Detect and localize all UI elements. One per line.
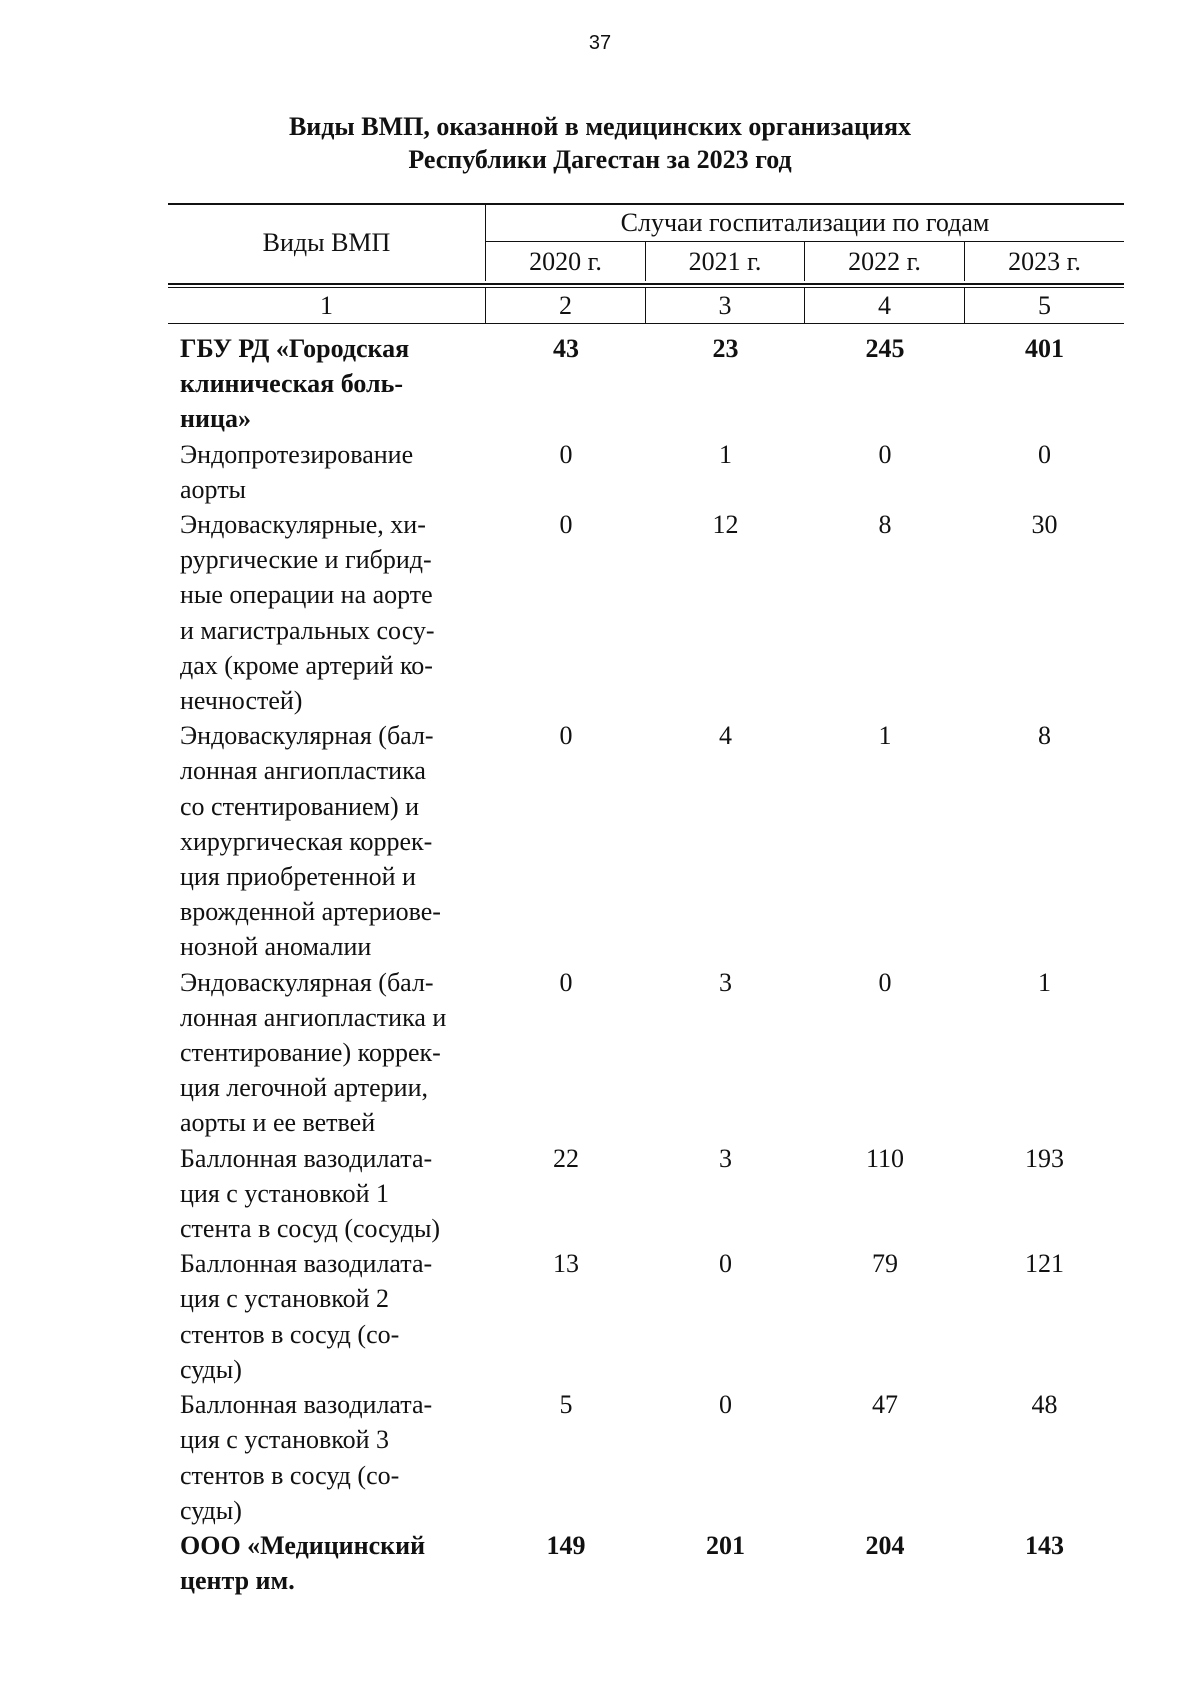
row-value: 0 [1038, 439, 1051, 469]
row-value: 204 [865, 1530, 905, 1560]
row-label-line: ция приобретенной и [180, 862, 416, 892]
row-value: 245 [865, 334, 905, 363]
row-label [168, 1246, 486, 1387]
row-value: 43 [553, 334, 579, 363]
row-value: 12 [712, 510, 739, 540]
table-row [168, 1387, 1124, 1528]
column-number: 4 [805, 288, 965, 323]
row-value: 0 [559, 439, 573, 469]
row-label-line: клиническая боль- [180, 369, 404, 399]
row-value: 0 [559, 721, 573, 751]
row-label [168, 1528, 486, 1598]
row-label-line: ция с установкой 3 [180, 1425, 390, 1455]
row-value: 121 [1025, 1249, 1064, 1279]
row-value: 401 [1025, 334, 1064, 363]
header-year-2021: 2021 г. [646, 242, 805, 281]
column-number: 5 [1038, 290, 1051, 320]
row-label [168, 1387, 486, 1528]
table-body [168, 331, 1124, 1598]
row-label-line: ница» [180, 404, 251, 434]
row-label-line: лонная ангиопластика и [180, 1002, 447, 1032]
row-label [168, 965, 486, 1141]
table-row [168, 1141, 1124, 1247]
row-label-line: Эндопротезирование [180, 439, 414, 469]
row-label-line: стентов в сосуд (со- [180, 1319, 400, 1349]
row-label-line: Баллонная вазодилата- [180, 1390, 433, 1420]
table-row [168, 1246, 1124, 1387]
row-value: 22 [553, 1143, 579, 1173]
row-label-line: и магистральных сосу- [180, 615, 435, 645]
row-label-line: нозной аномалии [180, 932, 372, 962]
row-label-line: нечностей) [180, 686, 303, 716]
table-row [168, 965, 1124, 1141]
column-number: 2 [486, 288, 646, 323]
table-row [168, 1528, 1124, 1598]
row-label-line: суды) [180, 1495, 242, 1525]
row-label-line: ООО «Медицинский [180, 1530, 426, 1560]
row-label-line: стентов в сосуд (со- [180, 1460, 400, 1490]
row-label-line: Баллонная вазодилата- [180, 1249, 433, 1279]
header-year-2022: 2022 г. [805, 242, 965, 281]
row-value: 48 [1031, 1390, 1058, 1420]
table-row [168, 507, 1124, 718]
row-label-line: со стентированием) и [180, 791, 420, 821]
table-row [168, 331, 1124, 437]
row-label [168, 718, 486, 964]
row-value: 0 [559, 510, 573, 540]
row-label-line: аорты и ее ветвей [180, 1108, 376, 1138]
row-value: 0 [559, 967, 573, 997]
row-label-line: стента в сосуд (сосуды) [180, 1214, 441, 1244]
row-label-line: хирургическая коррек- [180, 826, 433, 856]
title-line-1: Виды ВМП, оказанной в медицинских организациях [288, 112, 912, 141]
row-value: 0 [719, 1249, 732, 1279]
row-label-line: стентирование) коррек- [180, 1038, 441, 1068]
row-value: 5 [559, 1390, 573, 1420]
row-value: 4 [719, 721, 732, 751]
row-value: 0 [878, 967, 892, 997]
row-value: 8 [1038, 721, 1051, 751]
row-value: 23 [712, 334, 739, 363]
row-value: 79 [872, 1249, 898, 1279]
header-year-2020: 2020 г. [486, 242, 646, 281]
row-label-line: аорты [180, 474, 247, 504]
row-label-line: ГБУ РД «Городская [180, 334, 410, 363]
row-value: 193 [1025, 1143, 1064, 1173]
row-label-line: Баллонная вазодилата- [180, 1143, 433, 1173]
row-label [168, 1141, 486, 1247]
row-label-line: ные операции на аорте [180, 580, 433, 610]
row-value: 0 [719, 1390, 732, 1420]
column-number: 1 [168, 288, 486, 323]
row-label-line: рургические и гибрид- [180, 545, 432, 575]
row-value: 201 [706, 1530, 745, 1560]
row-label-line: Эндоваскулярная (бал- [180, 721, 434, 751]
row-label-line: Эндоваскулярная (бал- [180, 967, 434, 997]
row-label-line: ция легочной артерии, [180, 1073, 428, 1103]
document-title [0, 110, 1200, 176]
row-label [168, 331, 486, 437]
table-row [168, 437, 1124, 507]
row-label [168, 437, 486, 507]
row-value: 1 [719, 439, 732, 469]
table-row [168, 718, 1124, 964]
column-number-row [168, 288, 1124, 324]
page-number: 37 [588, 32, 612, 54]
row-label-line: дах (кроме артерий ко- [180, 650, 433, 680]
row-value: 110 [865, 1143, 905, 1173]
header-types-of-vmp: Виды ВМП [168, 205, 486, 281]
column-number: 3 [646, 288, 805, 323]
vmp-table [168, 203, 1124, 1598]
row-value: 143 [1025, 1530, 1064, 1560]
row-value: 47 [872, 1390, 898, 1420]
row-label-line: Эндоваскулярные, хи- [180, 510, 426, 540]
row-value: 30 [1031, 510, 1058, 540]
row-label [168, 507, 486, 718]
row-label-line: ция с установкой 1 [180, 1178, 390, 1208]
row-value: 3 [719, 967, 732, 997]
row-value: 149 [546, 1530, 586, 1560]
row-label-line: ция с установкой 2 [180, 1284, 390, 1314]
row-value: 8 [878, 510, 892, 540]
row-value: 0 [878, 439, 892, 469]
header-hospitalization-group: Случаи госпитализации по годам [486, 205, 1124, 242]
title-line-2: Республики Дагестан за 2023 год [408, 145, 792, 174]
row-label-line: лонная ангиопластика [180, 756, 426, 786]
row-label-line: центр им. [180, 1566, 295, 1596]
row-value: 1 [1038, 967, 1051, 997]
row-label-line: врожденной артериове- [180, 897, 441, 927]
row-label-line: суды) [180, 1354, 242, 1384]
header-year-2023: 2023 г. [1008, 246, 1081, 276]
row-value: 1 [878, 721, 892, 751]
row-value: 3 [719, 1143, 732, 1173]
row-value: 13 [553, 1249, 579, 1279]
table-header [168, 203, 1124, 283]
